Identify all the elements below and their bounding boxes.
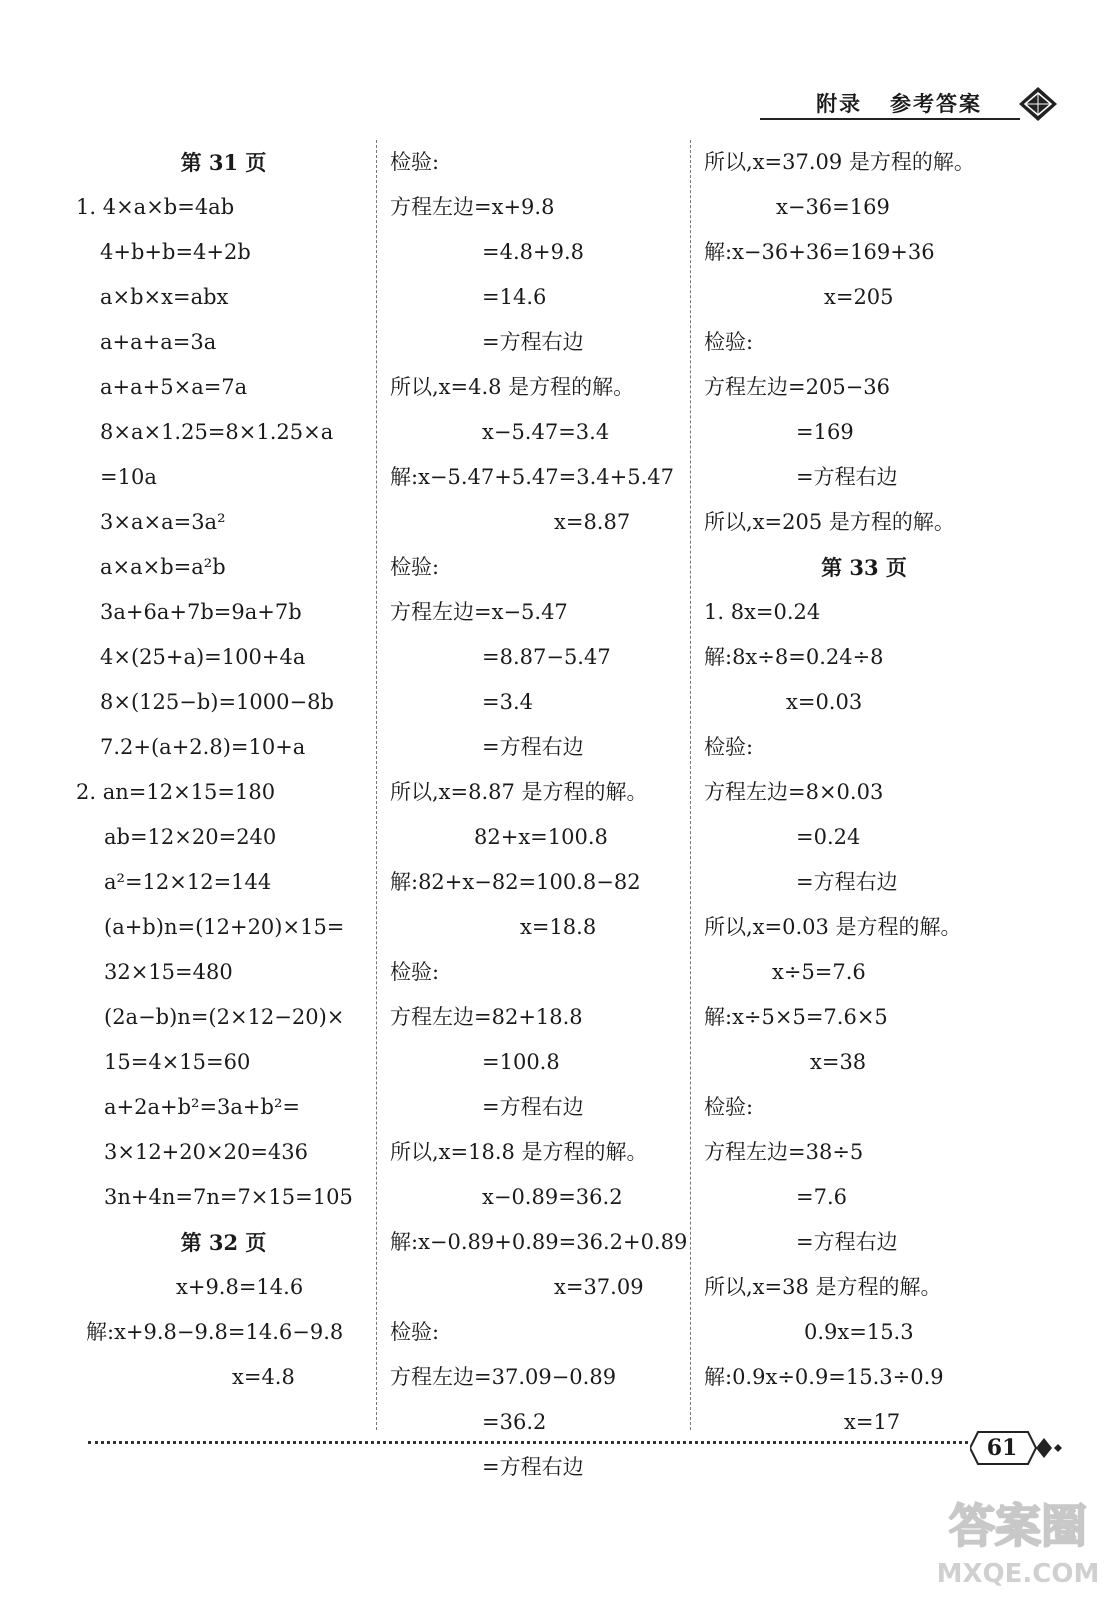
diamond-icon (1016, 84, 1060, 124)
answer-line: 15=4×15=60 (104, 1050, 251, 1074)
page-header (760, 84, 1060, 124)
answer-line: 解:x−5.47+5.47=3.4+5.47 (390, 465, 674, 489)
answer-column-3 (704, 140, 1024, 1445)
answer-line: 3n+4n=7n=7×15=105 (104, 1185, 353, 1209)
answer-line: 1. 8x=0.24 (704, 600, 821, 624)
answer-column-1 (76, 140, 371, 1400)
answer-line: 解:82+x−82=100.8−82 (390, 870, 641, 894)
answer-line: 解:x+9.8−9.8=14.6−9.8 (86, 1320, 344, 1344)
answer-line: x−0.89=36.2 (482, 1185, 623, 1209)
answer-line: =100.8 (482, 1050, 560, 1074)
answer-line: =方程右边 (796, 465, 898, 489)
answer-line: x−5.47=3.4 (482, 420, 610, 444)
answer-line: x=37.09 (554, 1275, 644, 1299)
answer-line: 所以,x=38 是方程的解。 (704, 1275, 942, 1299)
column-divider-2 (690, 140, 691, 1430)
answer-line: x+9.8=14.6 (176, 1275, 304, 1299)
answer-line: 3×a×a=3a² (100, 510, 226, 534)
answer-line: 方程左边=x+9.8 (390, 195, 555, 219)
answer-line: 解:0.9x÷0.9=15.3÷0.9 (704, 1365, 944, 1389)
header-title: 参考答案 (890, 91, 982, 116)
answer-line: =方程右边 (796, 1230, 898, 1254)
page-heading: 第 31 页 (180, 150, 267, 175)
answer-line: =8.87−5.47 (482, 645, 611, 669)
answer-line: 82+x=100.8 (474, 825, 608, 849)
answer-line: x=4.8 (232, 1365, 295, 1389)
answer-line: =方程右边 (482, 1095, 584, 1119)
answer-line: 方程左边=8×0.03 (704, 780, 884, 804)
answer-column-2 (390, 140, 690, 1490)
answer-line: a+a+a=3a (100, 330, 217, 354)
answer-line: 7.2+(a+2.8)=10+a (100, 735, 306, 759)
answer-line: =3.4 (482, 690, 533, 714)
answer-line: 解:x−36+36=169+36 (704, 240, 935, 264)
answer-line: =方程右边 (482, 330, 584, 354)
answer-line: 所以,x=18.8 是方程的解。 (390, 1140, 648, 1164)
svg-text:答案圈: 答案圈 (949, 1499, 1087, 1553)
answer-line: x=17 (844, 1410, 901, 1434)
answer-line: =7.6 (796, 1185, 847, 1209)
answer-line: a²=12×12=144 (104, 870, 272, 894)
answer-line: =方程右边 (482, 1455, 584, 1479)
answer-line: a×a×b=a²b (100, 555, 226, 579)
answer-line: 3a+6a+7b=9a+7b (100, 600, 302, 624)
page-number: 61 (986, 1435, 1018, 1461)
answer-line: =10a (100, 465, 157, 489)
answer-line: 所以,x=4.8 是方程的解。 (390, 375, 635, 399)
answer-line: =方程右边 (482, 735, 584, 759)
answer-line: 1. 4×a×b=4ab (76, 195, 235, 219)
answer-line: x=0.03 (786, 690, 863, 714)
answer-line: =4.8+9.8 (482, 240, 584, 264)
answer-line: =0.24 (796, 825, 861, 849)
answer-line: 解:8x÷8=0.24÷8 (704, 645, 884, 669)
svg-text:MXQE.COM: MXQE.COM (936, 1559, 1100, 1589)
watermark-logo (928, 1490, 1108, 1590)
header-section: 附录 (816, 91, 863, 116)
answer-line: 32×15=480 (104, 960, 233, 984)
answer-line: 4+b+b=4+2b (100, 240, 251, 264)
answer-line: x=205 (824, 285, 894, 309)
answer-line: 方程左边=x−5.47 (390, 600, 568, 624)
answer-line: 方程左边=37.09−0.89 (390, 1365, 617, 1389)
answer-line: 检验: (704, 735, 754, 759)
answer-line: 检验: (390, 960, 440, 984)
header-rule (760, 118, 1020, 120)
answer-line: 所以,x=0.03 是方程的解。 (704, 915, 962, 939)
footer-dotted-rule (88, 1441, 968, 1444)
answer-line: 0.9x=15.3 (804, 1320, 914, 1344)
answer-line: a+2a+b²=3a+b²= (104, 1095, 300, 1119)
answer-line: x=8.87 (554, 510, 631, 534)
answer-line: 检验: (704, 1095, 754, 1119)
answer-line: 所以,x=37.09 是方程的解。 (704, 150, 975, 174)
answer-line: 8×a×1.25=8×1.25×a (100, 420, 334, 444)
column-divider-1 (376, 140, 377, 1430)
answer-line: 检验: (390, 555, 440, 579)
answer-line: =36.2 (482, 1410, 547, 1434)
answer-line: (2a−b)n=(2×12−20)× (104, 1005, 345, 1029)
answer-line: 2. an=12×15=180 (76, 780, 276, 804)
answer-line: =方程右边 (796, 870, 898, 894)
answer-line: (a+b)n=(12+20)×15= (104, 915, 345, 939)
page-heading: 第 33 页 (821, 555, 907, 580)
answer-line: 4×(25+a)=100+4a (100, 645, 306, 669)
header-text (816, 88, 982, 118)
answer-line: a×b×x=abx (100, 285, 229, 309)
answer-line: 检验: (704, 330, 754, 354)
answer-line: 方程左边=38÷5 (704, 1140, 864, 1164)
answer-line: x−36=169 (776, 195, 890, 219)
answer-line: x=18.8 (520, 915, 597, 939)
answer-line: 所以,x=8.87 是方程的解。 (390, 780, 648, 804)
answer-line: 解:x−0.89+0.89=36.2+0.89 (390, 1230, 688, 1254)
answer-line: ab=12×20=240 (104, 825, 277, 849)
answer-line: 检验: (390, 150, 440, 174)
answer-line: 所以,x=205 是方程的解。 (704, 510, 955, 534)
answer-line: =14.6 (482, 285, 547, 309)
page-heading: 第 32 页 (180, 1230, 267, 1255)
answer-line: =169 (796, 420, 854, 444)
answer-line: 8×(125−b)=1000−8b (100, 690, 334, 714)
answer-line: x=38 (810, 1050, 867, 1074)
answer-line: 方程左边=82+18.8 (390, 1005, 583, 1029)
answer-line: 解:x÷5×5=7.6×5 (704, 1005, 888, 1029)
answer-line: 方程左边=205−36 (704, 375, 890, 399)
answer-line: 检验: (390, 1320, 440, 1344)
answer-line: 3×12+20×20=436 (104, 1140, 308, 1164)
answer-line: x÷5=7.6 (772, 960, 866, 984)
answer-line: a+a+5×a=7a (100, 375, 248, 399)
